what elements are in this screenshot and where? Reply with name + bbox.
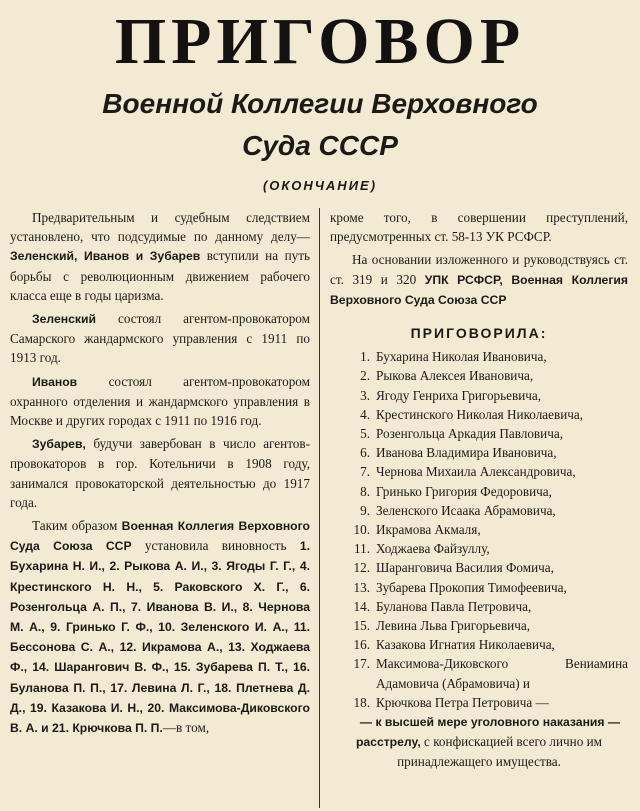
list-item-name: Икрамова Акмаля, [376, 522, 481, 538]
list-item-number: 8. [360, 483, 370, 499]
list-item [330, 366, 628, 385]
list-item-name: Розенгольца Аркадия Павловича, [376, 426, 563, 442]
list-item-name: Крестинского Николая Николаевича, [376, 406, 584, 422]
list-item-name: Зеленского Исаака Абрамовича, [376, 502, 556, 518]
list-item-number: 1. [360, 349, 370, 365]
list-item [330, 616, 628, 635]
list-item-number: 10. [353, 522, 370, 538]
continuation-label: (ОКОНЧАНИЕ) [262, 178, 378, 193]
paragraph-investigation: Предварительным и судебным следствием установлено, что подсудимые по данному делу—Зеленский, Иванов и Зубарев вступили на путь борьбы с революционным движением рабочего класса еще в годы царизма. [10, 210, 310, 303]
list-item-number: 9. [360, 502, 370, 518]
paragraph-zelensky: Зеленский состоял агентом-провокатором Самарского жандармского управления с 1911 по 1913 год. [10, 311, 310, 366]
list-item-number: 12. [353, 560, 370, 576]
list-item-number: 15. [353, 618, 370, 634]
paragraph-guilt: Таким образом Военная Коллегия Верховного Суда Союза ССР установила виновность 1. Бухарина Н. И., 2. Рыкова А. И., 3. Ягоды Г. Г., 4. Крестинского Н. Н., 5. Раковского Х. Г., 6. Розенгольца А. П., 7. Иванова В. И., 8. Чернова М. А., 9. Гринько Г. Ф., 10. Зеленского И. А., 11. Бессонова С. А., 12. Икрамова А., 13. Ходжаева Ф., 14. Шарангович В. Ф., 15. Зубарева П. Т., 16. Буланова П. П., 17. Левина Л. Г., 18. Плетнева Д. Д., 19. Казакова И. Н., 20. Максимова-Диковского В. А. и 21. Крючкова П. П.—в том, [10, 518, 311, 736]
list-item [330, 597, 628, 616]
list-item-name: Шаранговича Василия Фомича, [376, 560, 554, 576]
list-item-name: Чернова Михаила Александровича, [376, 464, 576, 480]
list-item [330, 443, 628, 462]
list-item [330, 424, 628, 443]
list-item-number: 16. [353, 637, 370, 653]
column-divider [319, 208, 320, 808]
list-item [330, 693, 628, 712]
list-item [330, 578, 628, 597]
list-item-number: 3. [360, 387, 370, 403]
list-item-number: 7. [360, 464, 370, 480]
list-item-number: 5. [360, 426, 370, 442]
sentence-verdict: — к высшей мере уголовного наказания — расстрелу, с конфискацией всего лично им принадлежащего имущества. [355, 715, 621, 770]
list-item [330, 501, 628, 520]
list-item [330, 405, 628, 424]
list-item [330, 635, 628, 654]
list-item-number: 13. [353, 579, 370, 595]
paragraph-basis: На основании изложенного и руководствуясь ст. ст. 319 и 320 УПК РСФСР, Военная Коллегия Верховного Суда Союза ССР [330, 252, 628, 307]
list-item-name: Ягоду Генриха Григорьевича, [376, 387, 542, 403]
guilty-list: 1. Бухарина Н. И., 2. Рыкова А. И., 3. Ягоды Г. Г., 4. Крестинского Н. Н., 5. Раковского Х. Г., 6. Розенгольца А. П., 7. Иванова В. И., 8. Чернова М. А., 9. Гринько Г. Ф., 10. Зеленского И. А., 11. Бессонова С. А., 12. Икрамова А., 13. Ходжаева Ф., 14. Шарангович В. Ф., 15. Зубарева П. Т., 16. Буланова П. П., 17. Левина Л. Г., 18. Плетнева Д. Д., 19. Казакова И. Н., 20. Максимова-Диковского В. А. и 21. Крючкова П. П. [10, 539, 311, 736]
list-item-number: 11. [354, 541, 370, 557]
list-item-name: Иванова Владимира Ивановича, [376, 445, 557, 461]
sentenced-heading: ПРИГОВОРИЛА: [410, 325, 548, 342]
list-item [330, 482, 628, 501]
list-item [330, 347, 628, 366]
list-item-name: Бухарина Николая Ивановича, [376, 349, 547, 365]
paragraph-zubarev: Зубарев, будучи завербован в число агентов-провокаторов в гор. Котельничи в 1908 году, занимался провокаторской деятельностью до 1917 года. [10, 436, 310, 510]
list-item [330, 386, 628, 405]
list-item-number: 18. [353, 694, 370, 710]
list-item [330, 462, 628, 481]
defendants-names: Зеленский, Иванов и Зубарев [10, 249, 201, 264]
list-item [330, 539, 628, 558]
list-item-name: Зубарева Прокопия Тимофеевича, [376, 579, 567, 595]
sentenced-list [330, 347, 628, 712]
paragraph-articles: кроме того, в совершении преступлений, предусмотренных ст. 58-13 УК РСФСР. [330, 210, 628, 245]
list-item-name: Гринько Григория Федоровича, [376, 483, 552, 499]
right-column [330, 208, 628, 772]
list-item-name: Казакова Игнатия Николаевича, [376, 637, 555, 653]
paragraph-ivanov: Иванов состоял агентом-провокатором охранного отделения и жандармского управления в Москве и других городах с 1911 по 1916 год. [10, 373, 310, 429]
list-item-name: Максимова-Диковского Вениамина Адамовича (Абрамовича) и [376, 656, 628, 691]
left-column [10, 208, 310, 738]
list-item-number: 4. [360, 406, 370, 422]
list-item-name: Левина Льва Григорьевича, [376, 618, 531, 634]
list-item-number: 2. [360, 368, 370, 384]
list-item-name: Рыкова Алексея Ивановича, [376, 368, 534, 384]
subtitle-line-1: Военной Коллегии Верховного [102, 88, 538, 119]
list-item-name: Крючкова Петра Петровича — [376, 694, 549, 710]
list-item-number: 6. [360, 445, 370, 461]
list-item [330, 558, 628, 577]
list-item-name: Ходжаева Файзуллу, [376, 541, 490, 557]
document-title: ПРИГОВОР [114, 5, 526, 78]
list-item-name: Буланова Павла Петровича, [376, 598, 532, 614]
list-item [330, 654, 628, 692]
list-item-number: 17. [353, 656, 370, 672]
subtitle-line-2: Суда СССР [242, 130, 398, 161]
list-item-number: 14. [353, 598, 370, 614]
list-item [330, 520, 628, 539]
